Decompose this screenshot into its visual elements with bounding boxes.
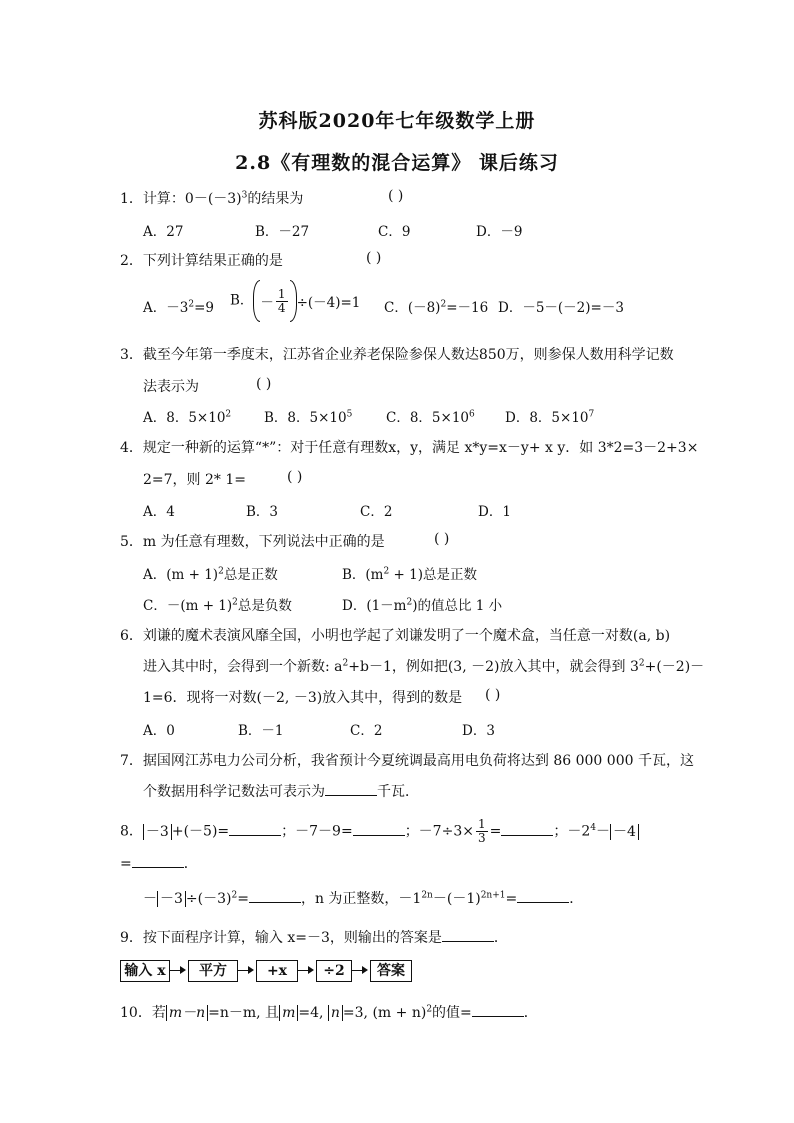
question-1-option-b: B．－27 bbox=[255, 224, 310, 240]
question-3-option-d: D．8．$5\times 10^7$ bbox=[505, 409, 595, 426]
flow-box-input: 输入 x bbox=[120, 960, 170, 982]
question-9-stem: 9．按下面程序计算，输入 x=－3，则输出的答案是 ． bbox=[120, 927, 508, 947]
question-1-option-c: C．9 bbox=[378, 224, 411, 240]
arrow-right-icon bbox=[352, 970, 366, 971]
flow-box-add-x: +x bbox=[256, 960, 298, 982]
question-4-stem-line2: 2=7，则 2* 1= bbox=[143, 472, 246, 488]
question-1-stem: 1．计算：$0-(-3)^3$的结果为 bbox=[120, 190, 304, 207]
question-3-option-c: C．8．$5\times 10^6$ bbox=[386, 409, 475, 426]
answer-blank[interactable] bbox=[517, 888, 569, 903]
question-5-answer-paren: ( ) bbox=[434, 531, 450, 547]
answer-blank[interactable] bbox=[472, 1002, 524, 1017]
question-8-line1: 8． －3 +(－5)= ；－7－9= ；－7÷3× $\frac{1}{3}$ = ；$-2^4- -4$ bbox=[120, 818, 639, 845]
question-3-option-b: B．8．$5\times 10^5$ bbox=[264, 409, 353, 426]
question-3-answer-paren: ( ) bbox=[256, 376, 272, 392]
question-3-option-a: A．8．$5\times 10^2$ bbox=[143, 409, 232, 426]
question-8-line2: = ． bbox=[120, 853, 198, 873]
answer-blank[interactable] bbox=[442, 927, 494, 942]
question-3-stem-line2: 法表示为 bbox=[143, 379, 199, 395]
question-2-option-c: C．$(-8)^2=-16$ bbox=[384, 299, 489, 316]
absolute-value: －3 bbox=[143, 824, 172, 840]
question-2-answer-paren: ( ) bbox=[366, 250, 382, 266]
answer-blank[interactable] bbox=[501, 821, 553, 836]
question-5-option-d: D．$(1-m^2)$的值总比 1 小 bbox=[342, 597, 503, 614]
question-1-option-a: A．27 bbox=[143, 224, 184, 240]
answer-blank[interactable] bbox=[229, 821, 281, 836]
question-2-stem: 2．下列计算结果正确的是 bbox=[120, 253, 283, 269]
absolute-value: n bbox=[328, 1005, 343, 1021]
question-5-option-a: A．$(m + 1)^2$总是正数 bbox=[143, 566, 278, 583]
flow-box-divide-2: ÷2 bbox=[316, 960, 352, 982]
question-4-option-c: C．2 bbox=[360, 504, 393, 520]
question-2-option-d: D．－5－(－2)=－3 bbox=[498, 300, 624, 316]
worksheet-title: 苏科版2020年七年级数学上册 bbox=[258, 110, 536, 132]
question-5-option-b: B．$(m^2 + 1)$总是正数 bbox=[342, 566, 477, 583]
answer-blank[interactable] bbox=[249, 888, 301, 903]
question-8-line3: － $-3 \div(-3)^2=$ ，n 为正整数，$-1^{2n}-(-1)^{2n+1}=$ ． bbox=[143, 888, 583, 908]
question-4-answer-paren: ( ) bbox=[287, 469, 303, 485]
arrow-right-icon bbox=[238, 970, 252, 971]
flow-box-answer: 答案 bbox=[370, 960, 412, 982]
question-5-option-c: C．$-(m + 1)^2$总是负数 bbox=[143, 597, 292, 614]
absolute-value: －3 bbox=[157, 891, 186, 907]
question-7-stem-line1: 7．据国网江苏电力公司分析，我省预计今夏统调最高用电负荷将达到 86 000 000 千瓦，这 bbox=[120, 753, 694, 769]
question-4-stem-line1: 4．规定一种新的运算“*”：对于任意有理数x，y，满足 x*y=x－y+ x y．如 3*2=3－2+3× bbox=[120, 440, 699, 456]
absolute-value: －4 bbox=[610, 824, 639, 840]
fraction: $\frac{1}{3}$ bbox=[477, 817, 486, 845]
flow-box-square: 平方 bbox=[188, 960, 238, 982]
question-4-option-a: A．4 bbox=[143, 504, 175, 520]
question-6-answer-paren: ( ) bbox=[485, 687, 501, 703]
question-10-stem: 10．若 m－n =n－m, 且 m =4, n =3, $(m + n)^2$的值= ． bbox=[120, 1002, 538, 1022]
question-1-option-d: D．－9 bbox=[476, 224, 523, 240]
question-2-option-a: A．$-3^2=9$ bbox=[143, 299, 214, 316]
arrow-right-icon bbox=[298, 970, 312, 971]
absolute-value: m bbox=[279, 1005, 298, 1021]
question-7-stem-line2: 个数据用科学记数法可表示为 千瓦． bbox=[143, 781, 419, 801]
answer-blank[interactable] bbox=[132, 853, 184, 868]
question-6-option-b: B．－1 bbox=[238, 723, 284, 739]
question-4-option-b: B．3 bbox=[246, 504, 279, 520]
question-6-option-d: D．3 bbox=[462, 723, 495, 739]
fraction: $\frac{1}{4}$ bbox=[277, 286, 286, 315]
question-1-answer-paren: ( ) bbox=[388, 188, 404, 204]
question-5-stem: 5．m 为任意有理数，下列说法中正确的是 bbox=[120, 534, 385, 550]
arrow-right-icon bbox=[170, 970, 184, 971]
question-6-stem-line3: 1=6．现将一对数(－2, －3)放入其中，得到的数是 bbox=[143, 690, 463, 706]
right-paren-icon bbox=[290, 280, 297, 322]
absolute-value: m－n bbox=[166, 1005, 208, 1021]
question-6-stem-line2: 进入其中时，会得到一个新数: $a^2+b-1$，例如把(3, －2)放入其中，就会得到 $3^2+(-2)-$ bbox=[143, 658, 705, 675]
question-6-stem-line1: 6．刘谦的魔术表演风靡全国，小明也学起了刘谦发明了一个魔术盒，当任意一对数(a, b) bbox=[120, 628, 671, 644]
answer-blank[interactable] bbox=[325, 781, 377, 796]
question-2-option-b: B． － $\frac{1}{4}$ ÷(－4)=1 bbox=[230, 280, 360, 322]
answer-blank[interactable] bbox=[353, 821, 405, 836]
question-6-option-c: C．2 bbox=[350, 723, 383, 739]
question-4-option-d: D．1 bbox=[478, 504, 511, 520]
question-3-stem-line1: 3．截至今年第一季度末，江苏省企业养老保险参保人数达850万，则参保人数用科学记数 bbox=[120, 347, 674, 363]
worksheet-subtitle: 2.8《有理数的混合运算》 课后练习 bbox=[235, 152, 559, 174]
question-6-option-a: A．0 bbox=[143, 723, 175, 739]
